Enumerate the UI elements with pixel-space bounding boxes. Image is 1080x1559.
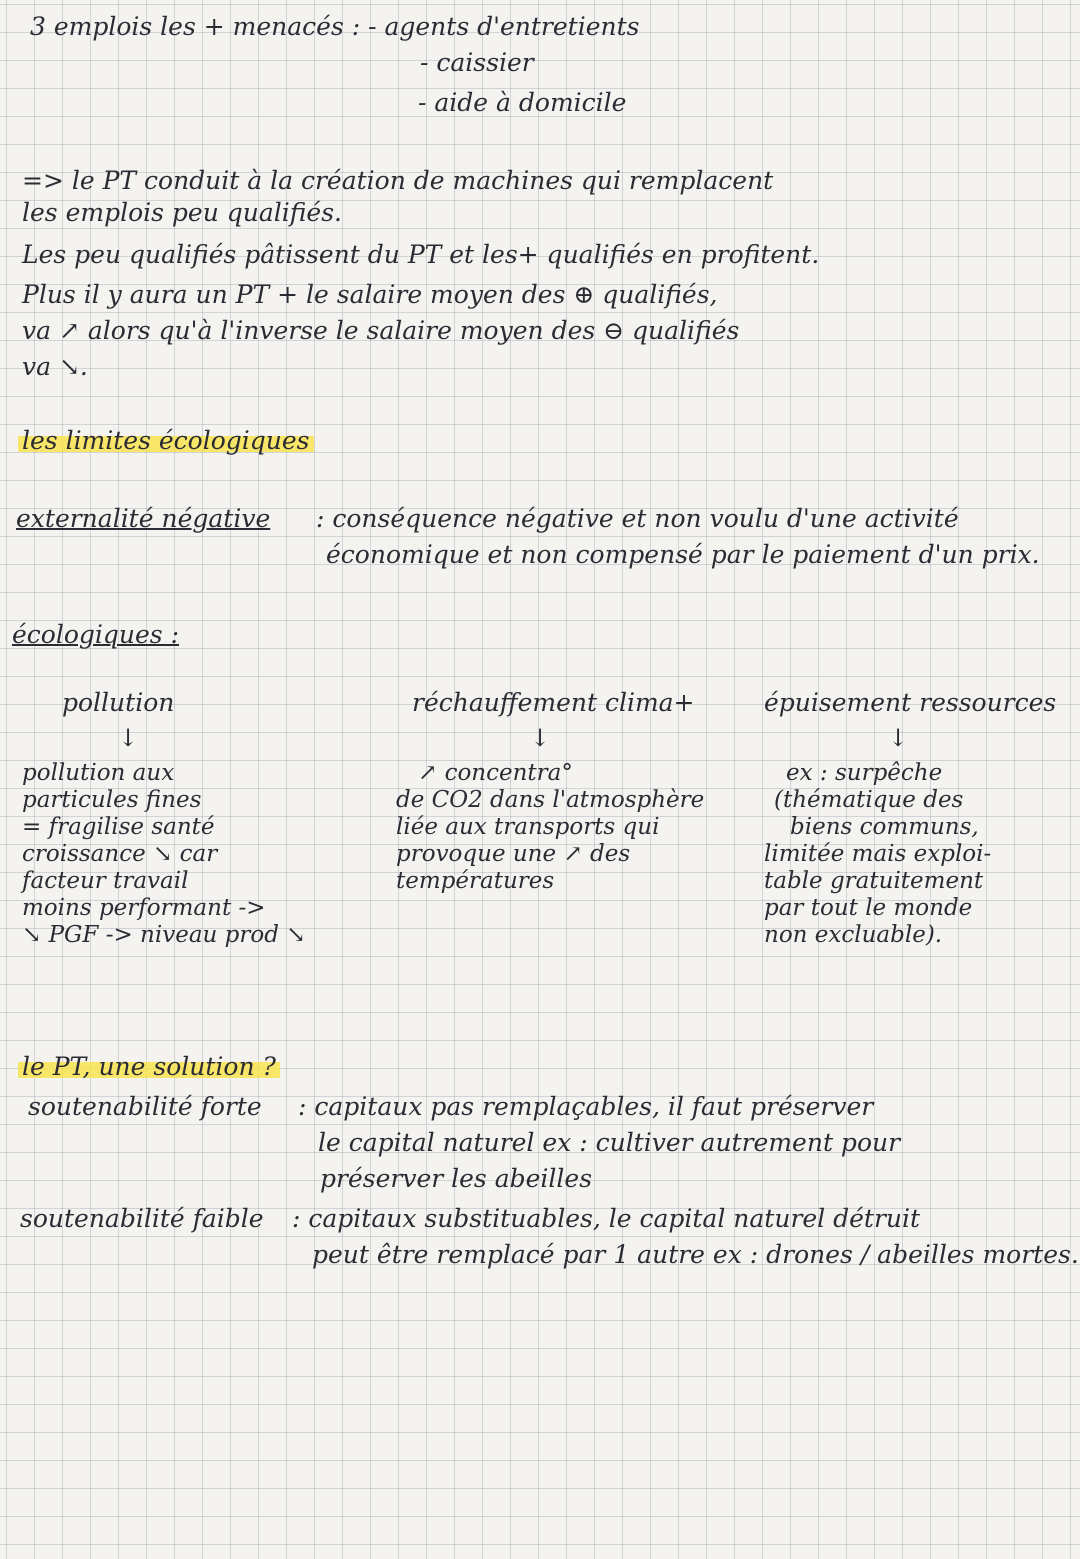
col-rechauffement-line: de CO2 dans l'atmosphère <box>396 787 705 813</box>
intro-line-2: - caissier <box>420 48 534 77</box>
ecologiques-title-text: écologiques : <box>12 620 179 649</box>
pt-effects-line-1: => le PT conduit à la création de machines qui remplacent <box>22 166 774 195</box>
pt-effects-line-6: va ↘. <box>22 352 88 381</box>
soutenabilite-faible-line-1: : capitaux substituables, le capital naturel détruit <box>292 1204 921 1233</box>
soutenabilite-faible-line-2: peut être remplacé par 1 autre ex : drones / abeilles mortes. <box>312 1240 1079 1269</box>
soutenabilite-forte-term: soutenabilité forte <box>28 1092 262 1121</box>
col-pollution-line: moins performant -> <box>22 895 266 921</box>
col-epuisement-line: (thématique des <box>774 787 964 813</box>
down-arrow-icon: ↓ <box>530 724 551 752</box>
down-arrow-icon: ↓ <box>888 724 909 752</box>
col-rechauffement-line: ↗ concentra° <box>418 760 573 786</box>
col-pollution-line: particules fines <box>22 787 202 813</box>
pt-effects-line-2: les emplois peu qualifiés. <box>22 198 342 227</box>
col-rechauffement-header: réchauffement clima+ <box>412 688 695 717</box>
col-epuisement-line: limitée mais exploi- <box>764 841 992 867</box>
col-epuisement-line: table gratuitement <box>764 868 984 894</box>
intro-line-1: 3 emplois les + menacés : - agents d'entretients <box>30 12 640 41</box>
soutenabilite-forte-line-3: préserver les abeilles <box>320 1164 593 1193</box>
ecologiques-title <box>12 620 179 650</box>
pt-effects-line-5: va ↗ alors qu'à l'inverse le salaire moyen des ⊖ qualifiés <box>22 316 740 345</box>
soutenabilite-forte-line-1: : capitaux pas remplaçables, il faut préserver <box>298 1092 874 1121</box>
col-rechauffement-line: provoque une ↗ des <box>396 841 631 867</box>
col-rechauffement-line: températures <box>396 868 555 894</box>
down-arrow-icon: ↓ <box>118 724 139 752</box>
soutenabilite-forte-line-2: le capital naturel ex : cultiver autrement pour <box>318 1128 901 1157</box>
soutenabilite-faible-term: soutenabilité faible <box>20 1204 264 1233</box>
externalite-def-2: économique et non compensé par le paiement d'un prix. <box>326 540 1040 569</box>
section-title-pt-text: le PT, une solution ? <box>18 1052 280 1081</box>
externalite-term-text: externalité négative <box>16 504 271 533</box>
col-epuisement-line: ex : surpêche <box>786 760 943 786</box>
col-pollution-header: pollution <box>62 688 175 717</box>
col-epuisement-line: biens communs, <box>790 814 979 840</box>
col-epuisement-line: par tout le monde <box>764 895 973 921</box>
externalite-def-1: : conséquence négative et non voulu d'une activité <box>316 504 959 533</box>
section-title-limites <box>18 426 314 456</box>
col-epuisement-body <box>764 760 991 949</box>
pt-effects-line-3: Les peu qualifiés pâtissent du PT et les+ qualifiés en profitent. <box>22 240 820 269</box>
col-epuisement-header: épuisement ressources <box>764 688 1057 717</box>
section-title-pt <box>18 1052 280 1082</box>
externalite-term <box>16 504 270 534</box>
intro-line-3: - aide à domicile <box>418 88 627 117</box>
pt-effects-line-4: Plus il y aura un PT + le salaire moyen des ⊕ qualifiés, <box>22 280 718 309</box>
col-pollution-body <box>22 760 306 949</box>
col-pollution-line: pollution aux <box>22 760 175 786</box>
col-pollution-line: facteur travail <box>22 868 189 894</box>
col-pollution-line: ↘ PGF -> niveau prod ↘ <box>22 922 306 948</box>
col-epuisement-line: non excluable). <box>764 922 943 948</box>
col-rechauffement-body <box>396 760 704 895</box>
col-pollution-line: = fragilise santé <box>22 814 215 840</box>
col-pollution-line: croissance ↘ car <box>22 841 218 867</box>
col-rechauffement-line: liée aux transports qui <box>396 814 660 840</box>
section-title-limites-text: les limites écologiques <box>18 426 314 455</box>
